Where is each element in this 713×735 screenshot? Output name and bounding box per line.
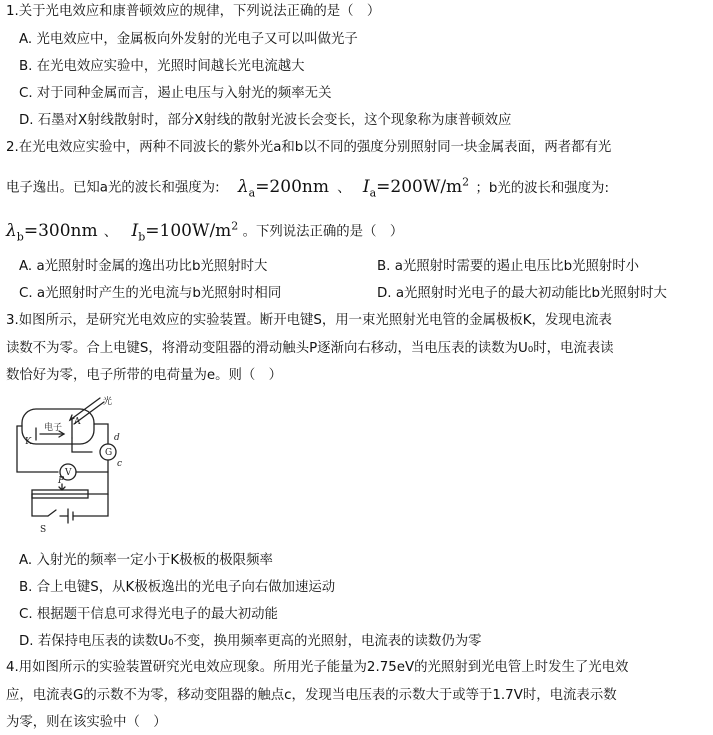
q1-option-d: D. 石墨对X射线散射时，部分X射线的散射光波长会变长，这个现象称为康普顿效应 [19, 113, 512, 128]
lambda-b-formula: $\lambda_b=300nm$ [6, 220, 98, 244]
q3-option-c: C. 根据题干信息可求得光电子的最大初动能 [19, 607, 278, 622]
terminal-c-label: c [117, 459, 123, 469]
q2-line2-prefix: 电子逸出。已知a光的波长和强度为: [6, 180, 220, 196]
q3-stem-line1: 3.如图所示，是研究光电效应的实验装置。断开电键S，用一束光照射光电管的金属极板K，发现电流表 [6, 313, 612, 328]
q2-separator-2: 、 [103, 224, 118, 240]
wire [73, 494, 108, 516]
q3-option-a: A. 入射光的频率一定小于K极板的极限频率 [19, 553, 273, 568]
q1-option-b: B. 在光电效应实验中，光照时间越长光电流越大 [19, 59, 305, 74]
q1-option-c: C. 对于同种金属而言，遏止电压与入射光的频率无关 [19, 86, 332, 101]
voltmeter-label: V [65, 468, 72, 478]
q2-options-row2 [19, 284, 707, 304]
q2-option-c: C. a光照射时产生的光电流与b光照射时相同 [19, 286, 282, 301]
q3-stem-line2: 读数不为零。合上电键S，将滑动变阻器的滑动触头P逐渐向右移动，当电压表的读数为U₀时，电流表读 [6, 341, 614, 356]
q4-stem-line2: 应，电流表G的示数不为零，移动变阻器的触点c，发现当电压表的示数大于或等于1.7V时，电流表示数 [6, 688, 617, 703]
q2-option-d: D. a光照射时光电子的最大初动能比b光照射时大 [377, 286, 667, 301]
q4-stem-line3: 为零，则在该实验中（ ） [6, 715, 167, 730]
q3-option-d: D. 若保持电压表的读数U₀不变，换用频率更高的光照射，电流表的读数仍为零 [19, 634, 482, 649]
anode-label: A [74, 417, 81, 427]
galvanometer-label: G [105, 448, 113, 458]
q2-stem-line3 [6, 216, 707, 247]
q2-line2-suffix: ；b光的波长和强度为: [475, 180, 609, 196]
light-label: 光 [103, 397, 113, 407]
q2-option-a: A. a光照射时金属的逸出功比b光照射时大 [19, 259, 268, 274]
electron-label: 电子 [44, 423, 63, 433]
cathode-label: K [25, 437, 32, 447]
q2-options-row1 [19, 257, 707, 277]
switch-blade [48, 510, 56, 516]
photoelectric-circuit-diagram [12, 394, 140, 544]
intensity-b-formula: $I_b=100W/m^2$ [131, 219, 239, 244]
q3-option-b: B. 合上电键S，从K极板逸出的光电子向右做加速运动 [19, 580, 336, 595]
lambda-a-formula: $\lambda_a=200nm$ [237, 176, 329, 200]
switch-label: S [40, 525, 47, 535]
terminal-d-label: d [114, 433, 120, 443]
q4-stem-line1: 4.用如图所示的实验装置研究光电效应现象。所用光子能量为2.75eV的光照射到光电管上时发生了光电效 [6, 660, 629, 675]
wire [32, 494, 48, 516]
q2-line3-suffix: 。下列说法正确的是（ ） [242, 224, 404, 240]
q3-stem-line3: 数恰好为零，电子所带的电荷量为e。则（ ） [6, 368, 283, 383]
q2-option-b: B. a光照射时需要的遏止电压比b光照射时小 [377, 259, 640, 274]
slider-label: P [58, 476, 65, 486]
q2-separator-1: 、 [337, 180, 351, 196]
intensity-a-formula: $I_a=200W/m^2$ [362, 175, 470, 200]
wire [94, 424, 108, 444]
q2-stem-line1: 2.在光电效应实验中，两种不同波长的紫外光a和b以不同的强度分别照射同一块金属表面，两者都有光 [6, 140, 612, 155]
q2-stem-line2 [6, 172, 707, 203]
q1-option-a: A. 光电效应中，金属板向外发射的光电子又可以叫做光子 [19, 32, 358, 47]
q1-stem: 1.关于光电效应和康普顿效应的规律，下列说法正确的是（ ） [6, 4, 381, 19]
